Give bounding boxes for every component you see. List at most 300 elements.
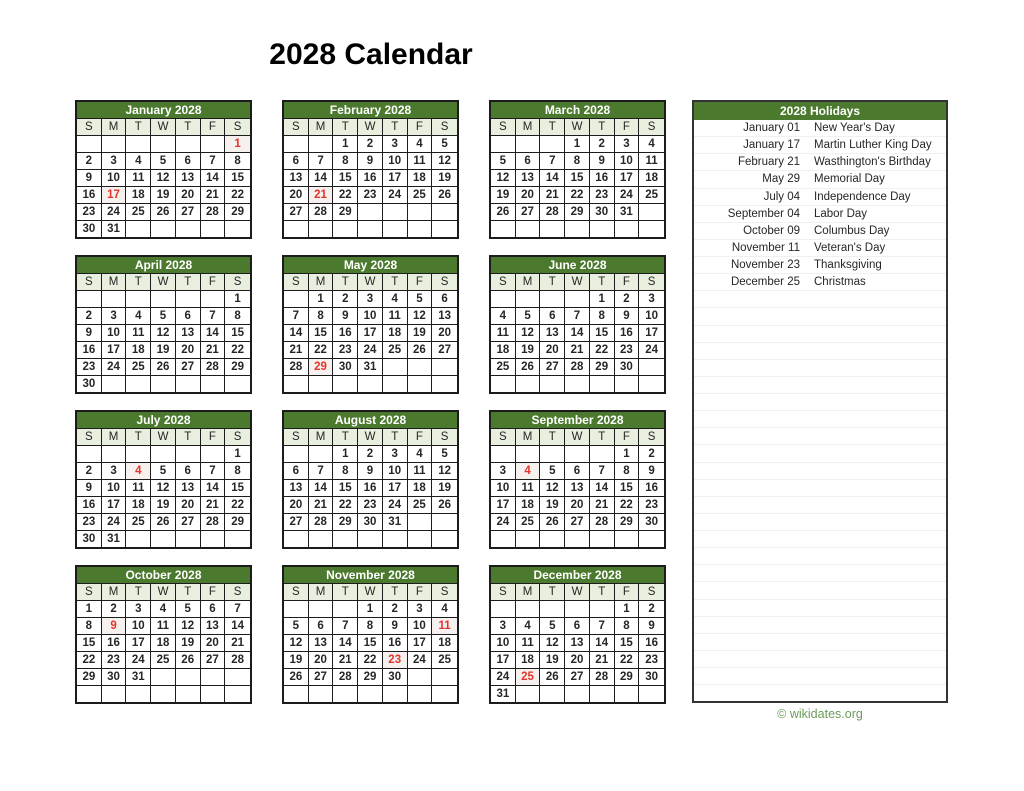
holiday-empty-row bbox=[694, 445, 946, 462]
day-cell: 16 bbox=[358, 169, 383, 186]
week-row bbox=[491, 462, 664, 479]
day-cell: 19 bbox=[432, 479, 457, 496]
day-cell: 13 bbox=[284, 169, 309, 186]
day-cell: 15 bbox=[358, 634, 383, 651]
day-cell: 6 bbox=[432, 290, 457, 307]
day-cell: 16 bbox=[639, 634, 664, 651]
holiday-empty-row bbox=[694, 326, 946, 343]
week-row bbox=[284, 203, 457, 220]
day-cell: 19 bbox=[432, 169, 457, 186]
day-cell: 4 bbox=[383, 290, 408, 307]
day-cell: 31 bbox=[383, 513, 408, 530]
day-cell: 22 bbox=[225, 186, 250, 203]
month-title: August 2028 bbox=[284, 412, 457, 428]
day-cell: 10 bbox=[383, 462, 408, 479]
holiday-name: Labor Day bbox=[814, 207, 868, 220]
month-title: June 2028 bbox=[491, 257, 664, 273]
day-cell: 20 bbox=[565, 651, 590, 668]
day-cell: 19 bbox=[151, 341, 176, 358]
empty-day-cell bbox=[639, 358, 664, 375]
holiday-name: New Year's Day bbox=[814, 122, 895, 135]
week-row bbox=[284, 651, 457, 668]
weekday-header-cell: T bbox=[176, 583, 201, 600]
day-cell: 20 bbox=[284, 496, 309, 513]
week-row bbox=[77, 324, 250, 341]
day-cell: 1 bbox=[309, 290, 334, 307]
weekday-header-cell: M bbox=[309, 273, 334, 290]
week-row bbox=[77, 290, 250, 307]
holiday-empty-row bbox=[694, 634, 946, 651]
holiday-empty-row bbox=[694, 565, 946, 582]
weekday-header-cell: S bbox=[432, 273, 457, 290]
empty-day-cell bbox=[309, 600, 334, 617]
empty-day-cell bbox=[383, 358, 408, 375]
day-cell: 14 bbox=[225, 617, 250, 634]
day-cell: 31 bbox=[102, 220, 127, 237]
day-cell: 2 bbox=[590, 135, 615, 152]
day-cell: 28 bbox=[309, 203, 334, 220]
day-cell: 20 bbox=[284, 186, 309, 203]
day-cell: 9 bbox=[77, 169, 102, 186]
wikidates-credit-link[interactable]: © wikidates.org bbox=[777, 707, 863, 721]
month-calendar-may-2028 bbox=[282, 255, 459, 394]
weekday-header-cell: F bbox=[408, 583, 433, 600]
empty-day-cell bbox=[176, 290, 201, 307]
day-cell: 13 bbox=[432, 307, 457, 324]
day-cell: 1 bbox=[333, 445, 358, 462]
empty-day-cell bbox=[590, 445, 615, 462]
day-cell: 21 bbox=[284, 341, 309, 358]
empty-day-cell bbox=[151, 220, 176, 237]
empty-day-cell bbox=[284, 445, 309, 462]
empty-day-cell bbox=[77, 685, 102, 702]
day-cell: 26 bbox=[151, 358, 176, 375]
day-cell: 22 bbox=[615, 651, 640, 668]
day-cell: 28 bbox=[540, 203, 565, 220]
day-cell: 16 bbox=[77, 341, 102, 358]
weekday-header-cell: W bbox=[358, 273, 383, 290]
empty-day-cell bbox=[176, 530, 201, 547]
weekday-header-cell: M bbox=[516, 428, 541, 445]
day-cell: 30 bbox=[383, 668, 408, 685]
day-cell: 29 bbox=[615, 668, 640, 685]
day-cell: 23 bbox=[383, 651, 408, 668]
day-cell: 4 bbox=[126, 462, 151, 479]
week-row bbox=[284, 152, 457, 169]
day-cell: 18 bbox=[151, 634, 176, 651]
weekday-header-cell: S bbox=[639, 428, 664, 445]
day-cell: 14 bbox=[309, 479, 334, 496]
day-cell: 7 bbox=[565, 307, 590, 324]
holiday-date: January 01 bbox=[743, 122, 800, 135]
day-cell: 4 bbox=[432, 600, 457, 617]
weekday-header-cell: T bbox=[176, 428, 201, 445]
day-cell: 25 bbox=[151, 651, 176, 668]
day-cell: 17 bbox=[491, 651, 516, 668]
empty-day-cell bbox=[102, 290, 127, 307]
day-cell: 10 bbox=[639, 307, 664, 324]
month-calendar-november-2028 bbox=[282, 565, 459, 704]
day-cell: 25 bbox=[516, 513, 541, 530]
empty-day-cell bbox=[516, 445, 541, 462]
day-cell: 11 bbox=[639, 152, 664, 169]
day-cell: 16 bbox=[333, 324, 358, 341]
weekday-header-cell: F bbox=[408, 118, 433, 135]
weekday-header-cell: W bbox=[565, 428, 590, 445]
empty-day-cell bbox=[540, 445, 565, 462]
empty-day-cell bbox=[491, 220, 516, 237]
month-title: April 2028 bbox=[77, 257, 250, 273]
empty-day-cell bbox=[102, 135, 127, 152]
day-cell: 22 bbox=[590, 341, 615, 358]
weekday-header-row bbox=[491, 118, 664, 135]
holiday-date: December 25 bbox=[730, 276, 800, 289]
day-cell: 18 bbox=[126, 186, 151, 203]
empty-day-cell bbox=[491, 135, 516, 152]
day-cell: 14 bbox=[590, 479, 615, 496]
day-cell: 17 bbox=[358, 324, 383, 341]
day-cell: 2 bbox=[77, 462, 102, 479]
week-row bbox=[284, 445, 457, 462]
weekday-header-cell: S bbox=[491, 118, 516, 135]
week-row bbox=[491, 513, 664, 530]
day-cell: 23 bbox=[615, 341, 640, 358]
day-cell: 10 bbox=[126, 617, 151, 634]
day-cell: 29 bbox=[309, 358, 334, 375]
day-cell: 3 bbox=[383, 445, 408, 462]
day-cell: 19 bbox=[151, 186, 176, 203]
day-cell: 12 bbox=[491, 169, 516, 186]
day-cell: 27 bbox=[565, 513, 590, 530]
day-cell: 30 bbox=[639, 668, 664, 685]
holiday-row bbox=[694, 154, 946, 171]
week-row bbox=[491, 290, 664, 307]
day-cell: 16 bbox=[615, 324, 640, 341]
empty-day-cell bbox=[615, 220, 640, 237]
day-cell: 21 bbox=[565, 341, 590, 358]
day-cell: 18 bbox=[126, 496, 151, 513]
week-row bbox=[491, 445, 664, 462]
day-cell: 27 bbox=[309, 668, 334, 685]
day-cell: 25 bbox=[516, 668, 541, 685]
holiday-empty-row bbox=[694, 497, 946, 514]
weekday-header-cell: M bbox=[102, 273, 127, 290]
holiday-empty-row bbox=[694, 428, 946, 445]
weekday-header-cell: S bbox=[284, 583, 309, 600]
holiday-empty-row bbox=[694, 377, 946, 394]
empty-day-cell bbox=[102, 375, 127, 392]
day-cell: 10 bbox=[408, 617, 433, 634]
week-row bbox=[491, 169, 664, 186]
week-row bbox=[491, 341, 664, 358]
empty-day-cell bbox=[540, 685, 565, 702]
empty-day-cell bbox=[432, 685, 457, 702]
day-cell: 29 bbox=[358, 668, 383, 685]
day-cell: 21 bbox=[590, 496, 615, 513]
day-cell: 23 bbox=[639, 496, 664, 513]
day-cell: 5 bbox=[151, 152, 176, 169]
weekday-header-cell: T bbox=[176, 273, 201, 290]
day-cell: 19 bbox=[176, 634, 201, 651]
day-cell: 6 bbox=[284, 462, 309, 479]
day-cell: 9 bbox=[77, 324, 102, 341]
day-cell: 5 bbox=[540, 617, 565, 634]
week-row bbox=[491, 375, 664, 392]
week-row bbox=[491, 358, 664, 375]
day-cell: 3 bbox=[102, 462, 127, 479]
weekday-header-cell: T bbox=[333, 583, 358, 600]
empty-day-cell bbox=[176, 445, 201, 462]
empty-day-cell bbox=[126, 530, 151, 547]
day-cell: 17 bbox=[615, 169, 640, 186]
day-cell: 5 bbox=[516, 307, 541, 324]
empty-day-cell bbox=[284, 375, 309, 392]
day-cell: 16 bbox=[383, 634, 408, 651]
empty-day-cell bbox=[540, 290, 565, 307]
day-cell: 20 bbox=[540, 341, 565, 358]
day-cell: 11 bbox=[516, 634, 541, 651]
holidays-panel-title: 2028 Holidays bbox=[694, 102, 946, 120]
weekday-header-cell: T bbox=[540, 428, 565, 445]
day-cell: 5 bbox=[491, 152, 516, 169]
weekday-header-cell: T bbox=[383, 583, 408, 600]
weekday-header-cell: S bbox=[225, 118, 250, 135]
day-cell: 9 bbox=[333, 307, 358, 324]
holiday-empty-row bbox=[694, 514, 946, 531]
day-cell: 17 bbox=[491, 496, 516, 513]
empty-day-cell bbox=[309, 530, 334, 547]
day-cell: 10 bbox=[102, 169, 127, 186]
weekday-header-row bbox=[491, 428, 664, 445]
weekday-header-cell: W bbox=[358, 428, 383, 445]
weekday-header-cell: T bbox=[333, 273, 358, 290]
day-cell: 20 bbox=[201, 634, 226, 651]
day-cell: 7 bbox=[309, 152, 334, 169]
day-cell: 1 bbox=[615, 445, 640, 462]
empty-day-cell bbox=[590, 220, 615, 237]
day-cell: 8 bbox=[77, 617, 102, 634]
week-row bbox=[77, 617, 250, 634]
day-cell: 13 bbox=[565, 479, 590, 496]
day-cell: 24 bbox=[383, 186, 408, 203]
holiday-name: Christmas bbox=[814, 276, 866, 289]
day-cell: 22 bbox=[309, 341, 334, 358]
holiday-empty-row bbox=[694, 360, 946, 377]
day-cell: 26 bbox=[432, 496, 457, 513]
weekday-header-cell: W bbox=[151, 583, 176, 600]
holidays-list bbox=[694, 120, 946, 701]
empty-day-cell bbox=[383, 530, 408, 547]
empty-day-cell bbox=[77, 445, 102, 462]
week-row bbox=[491, 685, 664, 702]
week-row bbox=[491, 186, 664, 203]
day-cell: 19 bbox=[491, 186, 516, 203]
day-cell: 4 bbox=[408, 445, 433, 462]
empty-day-cell bbox=[383, 685, 408, 702]
day-cell: 31 bbox=[102, 530, 127, 547]
empty-day-cell bbox=[432, 668, 457, 685]
weekday-header-cell: T bbox=[126, 118, 151, 135]
day-cell: 7 bbox=[309, 462, 334, 479]
week-row bbox=[491, 203, 664, 220]
day-cell: 13 bbox=[565, 634, 590, 651]
day-cell: 26 bbox=[151, 203, 176, 220]
day-cell: 24 bbox=[126, 651, 151, 668]
weekday-header-row bbox=[284, 118, 457, 135]
day-cell: 24 bbox=[408, 651, 433, 668]
empty-day-cell bbox=[516, 530, 541, 547]
week-row bbox=[77, 634, 250, 651]
empty-day-cell bbox=[432, 358, 457, 375]
empty-day-cell bbox=[284, 530, 309, 547]
empty-day-cell bbox=[491, 600, 516, 617]
day-cell: 1 bbox=[225, 445, 250, 462]
weekday-header-cell: S bbox=[284, 428, 309, 445]
weekday-header-cell: M bbox=[309, 118, 334, 135]
week-row bbox=[284, 668, 457, 685]
day-cell: 2 bbox=[615, 290, 640, 307]
day-cell: 5 bbox=[408, 290, 433, 307]
day-cell: 19 bbox=[408, 324, 433, 341]
holiday-empty-row bbox=[694, 291, 946, 308]
holiday-empty-row bbox=[694, 685, 946, 701]
holiday-date: July 04 bbox=[763, 190, 800, 203]
weekday-header-cell: F bbox=[408, 273, 433, 290]
day-cell: 8 bbox=[615, 462, 640, 479]
empty-day-cell bbox=[201, 375, 226, 392]
holiday-empty-row bbox=[694, 480, 946, 497]
week-row bbox=[284, 530, 457, 547]
day-cell: 2 bbox=[358, 135, 383, 152]
day-cell: 28 bbox=[201, 203, 226, 220]
empty-day-cell bbox=[151, 290, 176, 307]
weekday-header-cell: T bbox=[176, 118, 201, 135]
week-row bbox=[491, 651, 664, 668]
day-cell: 22 bbox=[615, 496, 640, 513]
day-cell: 10 bbox=[102, 479, 127, 496]
weekday-header-cell: S bbox=[225, 583, 250, 600]
day-cell: 5 bbox=[432, 445, 457, 462]
weekday-header-row bbox=[77, 273, 250, 290]
day-cell: 19 bbox=[540, 651, 565, 668]
day-cell: 11 bbox=[126, 169, 151, 186]
day-cell: 29 bbox=[333, 203, 358, 220]
week-row bbox=[77, 203, 250, 220]
day-cell: 16 bbox=[102, 634, 127, 651]
weekday-header-cell: M bbox=[102, 583, 127, 600]
week-row bbox=[491, 617, 664, 634]
day-cell: 30 bbox=[615, 358, 640, 375]
empty-day-cell bbox=[284, 685, 309, 702]
week-row bbox=[77, 530, 250, 547]
weekday-header-cell: F bbox=[615, 273, 640, 290]
empty-day-cell bbox=[408, 220, 433, 237]
day-cell: 18 bbox=[408, 479, 433, 496]
day-cell: 2 bbox=[77, 307, 102, 324]
day-cell: 6 bbox=[565, 462, 590, 479]
day-cell: 31 bbox=[358, 358, 383, 375]
month-title: September 2028 bbox=[491, 412, 664, 428]
weekday-header-cell: S bbox=[225, 273, 250, 290]
day-cell: 24 bbox=[102, 513, 127, 530]
day-cell: 13 bbox=[176, 479, 201, 496]
day-cell: 18 bbox=[491, 341, 516, 358]
holiday-empty-row bbox=[694, 308, 946, 325]
weekday-header-row bbox=[491, 273, 664, 290]
day-cell: 27 bbox=[540, 358, 565, 375]
day-cell: 19 bbox=[540, 496, 565, 513]
weekday-header-cell: T bbox=[333, 428, 358, 445]
empty-day-cell bbox=[151, 135, 176, 152]
empty-day-cell bbox=[408, 668, 433, 685]
weekday-header-row bbox=[77, 118, 250, 135]
week-row bbox=[284, 600, 457, 617]
empty-day-cell bbox=[540, 600, 565, 617]
day-cell: 21 bbox=[590, 651, 615, 668]
empty-day-cell bbox=[225, 375, 250, 392]
day-cell: 14 bbox=[201, 169, 226, 186]
day-cell: 20 bbox=[176, 186, 201, 203]
day-cell: 3 bbox=[491, 617, 516, 634]
day-cell: 9 bbox=[102, 617, 127, 634]
day-cell: 13 bbox=[540, 324, 565, 341]
day-cell: 27 bbox=[176, 203, 201, 220]
day-cell: 3 bbox=[126, 600, 151, 617]
empty-day-cell bbox=[176, 220, 201, 237]
empty-day-cell bbox=[225, 668, 250, 685]
day-cell: 8 bbox=[333, 462, 358, 479]
weekday-header-cell: S bbox=[432, 583, 457, 600]
holiday-date: November 23 bbox=[730, 259, 800, 272]
week-row bbox=[491, 496, 664, 513]
weekday-header-cell: W bbox=[565, 118, 590, 135]
day-cell: 6 bbox=[540, 307, 565, 324]
day-cell: 22 bbox=[225, 496, 250, 513]
month-calendar-january-2028 bbox=[75, 100, 252, 239]
empty-day-cell bbox=[358, 685, 383, 702]
day-cell: 11 bbox=[126, 479, 151, 496]
day-cell: 14 bbox=[201, 324, 226, 341]
day-cell: 4 bbox=[491, 307, 516, 324]
day-cell: 15 bbox=[77, 634, 102, 651]
empty-day-cell bbox=[590, 530, 615, 547]
weekday-header-row bbox=[491, 583, 664, 600]
day-cell: 18 bbox=[432, 634, 457, 651]
day-cell: 24 bbox=[102, 358, 127, 375]
holiday-row bbox=[694, 257, 946, 274]
day-cell: 30 bbox=[333, 358, 358, 375]
day-cell: 21 bbox=[225, 634, 250, 651]
day-cell: 21 bbox=[309, 496, 334, 513]
weekday-header-cell: T bbox=[540, 118, 565, 135]
day-cell: 16 bbox=[77, 496, 102, 513]
empty-day-cell bbox=[151, 375, 176, 392]
weekday-header-cell: W bbox=[151, 273, 176, 290]
day-cell: 3 bbox=[102, 307, 127, 324]
week-row bbox=[491, 220, 664, 237]
week-row bbox=[77, 358, 250, 375]
day-cell: 1 bbox=[590, 290, 615, 307]
empty-day-cell bbox=[201, 220, 226, 237]
holidays-panel bbox=[692, 100, 948, 703]
weekday-header-cell: T bbox=[590, 118, 615, 135]
day-cell: 25 bbox=[408, 186, 433, 203]
day-cell: 7 bbox=[201, 462, 226, 479]
weekday-header-cell: T bbox=[540, 583, 565, 600]
holiday-row bbox=[694, 206, 946, 223]
empty-day-cell bbox=[432, 203, 457, 220]
week-row bbox=[284, 496, 457, 513]
